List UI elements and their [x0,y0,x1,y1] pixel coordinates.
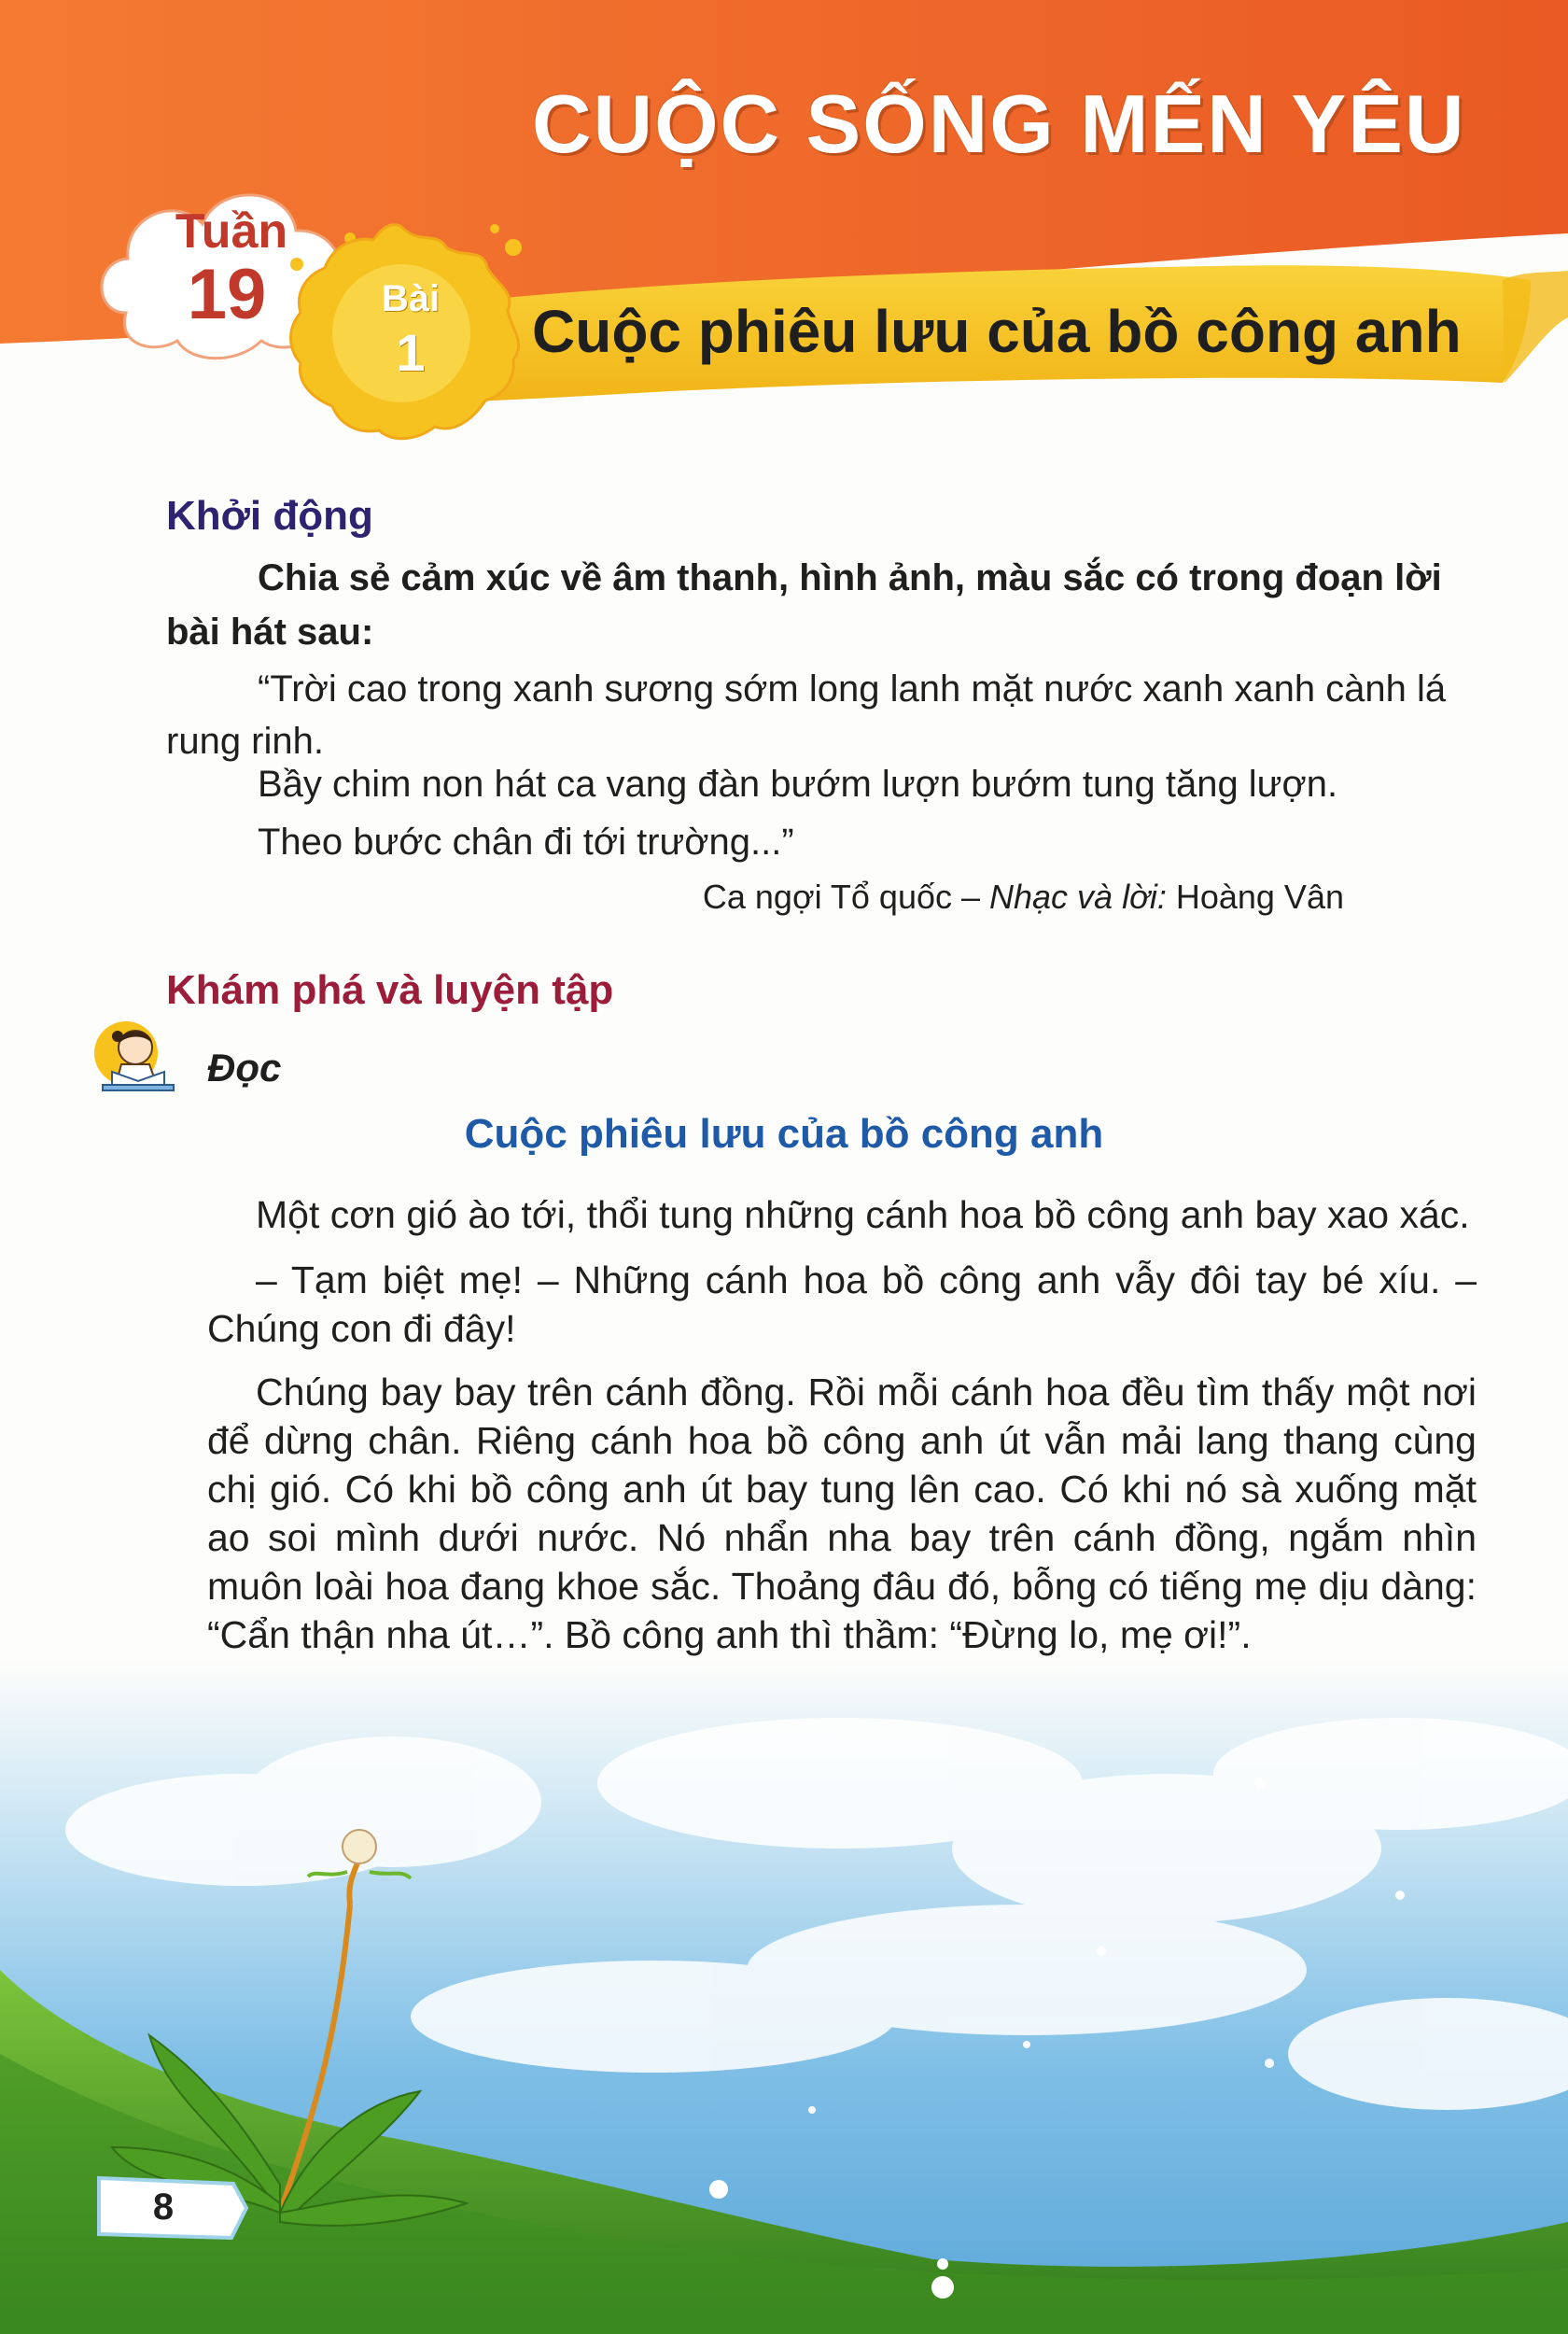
lesson-title: Cuộc phiêu lưu của bồ công anh [532,298,1462,365]
story-title: Cuộc phiêu lưu của bồ công anh [464,1111,1104,1157]
reading-child-icon [84,1016,187,1109]
story-paragraph-3: Chúng bay bay trên cánh đồng. Rồi mỗi cánh hoa đều tìm thấy một nơi để dừng chân. Riêng cánh hoa bồ công anh út vẫn mải lang thang cùng chị gió. Có khi bồ công anh út bay tung lên cao. Có khi nó sà xuống mặt ao soi mình dưới nước. Nó nhẩn nha bay trên cánh đồng, ngắm nhìn muôn loài hoa đang khoe sắc. Thoảng đâu đó, bỗng có tiếng mẹ dịu dàng: “Cẩn thận nha út…”. Bồ công anh thì thầm: “Đừng lo, mẹ ơi!”. [207,1371,1477,1656]
credit-author: Hoàng Vân [1166,878,1344,916]
lyric-line-2: Bầy chim non hát ca vang đàn bướm lượn bướm tung tăng lượn. [258,764,1338,805]
warmup-heading: Khởi động [166,493,373,539]
credit-song: Ca ngợi Tổ quốc – [702,878,990,916]
week-number: 19 [187,255,267,334]
song-credit [703,878,1344,917]
lyric-line-3: Theo bước chân đi tới trường...” [258,822,794,863]
week-label: Tuần [175,204,288,259]
story-paragraph-2: – Tạm biệt mẹ! – Những cánh hoa bồ công anh vẫy đôi tay bé xíu. – Chúng con đi đây! [207,1258,1477,1350]
lesson-number: 1 [396,323,426,382]
lyric-line-1: “Trời cao trong xanh sương sớm long lanh mặt nước xanh xanh cành lá rung rinh. [166,668,1447,762]
story-paragraph-1: Một cơn gió ào tới, thổi tung những cánh hoa bồ công anh bay xao xác. [256,1193,1470,1236]
credit-role: Nhạc và lời: [989,878,1167,916]
page-number: 8 [152,2186,175,2228]
lesson-label: Bài [381,278,441,319]
warmup-prompt: Chia sẻ cảm xúc về âm thanh, hình ảnh, màu sắc có trong đoạn lời bài hát sau: [166,557,1442,653]
reading-label: Đọc [207,1046,282,1090]
explore-heading: Khám phá và luyện tập [166,967,614,1013]
unit-title: CUỘC SỐNG MẾN YÊU [532,77,1466,170]
